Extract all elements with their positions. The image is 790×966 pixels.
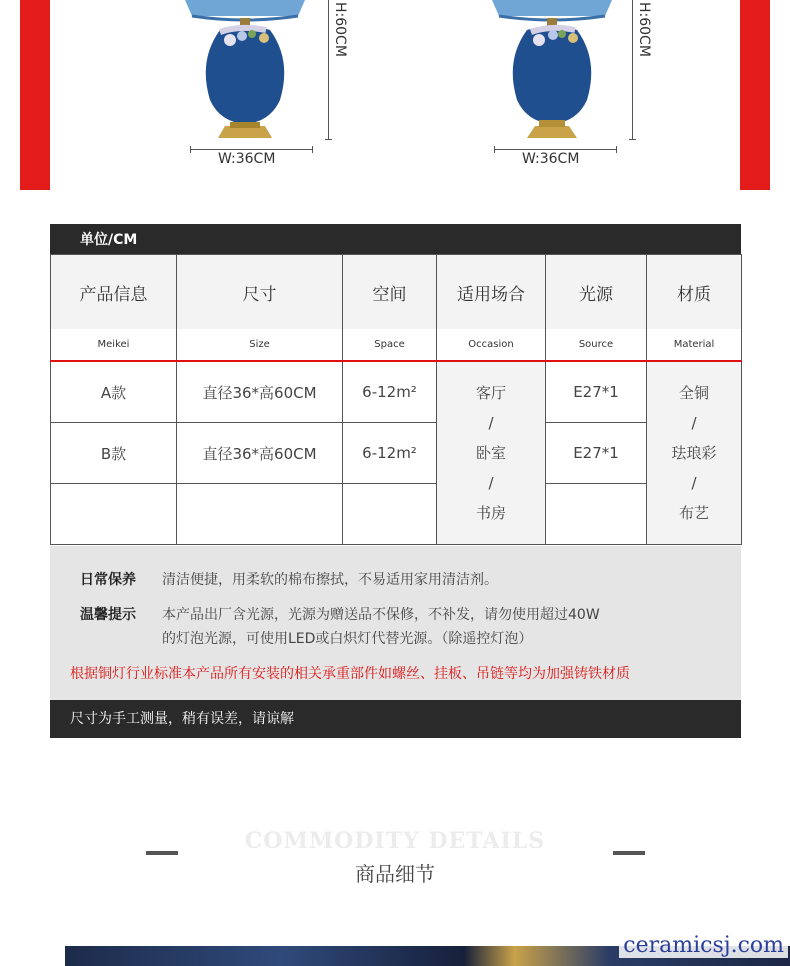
section-title-cn: 商品细节 xyxy=(355,862,435,886)
table-row xyxy=(51,361,742,423)
col-header-cn: 产品信息 xyxy=(51,255,177,330)
space-cell: 6-12m² xyxy=(343,361,437,423)
model-cell: A款 xyxy=(51,361,177,423)
col-header-en: Material xyxy=(647,329,742,361)
left-red-bar xyxy=(20,0,50,190)
lamp-a-width-label: W:36CM xyxy=(218,151,276,167)
spec-footer xyxy=(50,700,741,738)
section-title-en: COMMODITY DETAILS xyxy=(244,828,546,854)
lamp-b-width-line xyxy=(494,149,617,150)
col-header-cn: 空间 xyxy=(343,255,437,330)
model-cell: B款 xyxy=(51,423,177,484)
warning-text: 根据铜灯行业标准本产品所有安装的相关承重部件如螺丝、挂板、吊链等均为加强铸铁材质 xyxy=(70,666,630,682)
care-text: 清洁便捷，用柔软的棉布擦拭，不易适用家用清洁剂。 xyxy=(162,572,498,588)
spec-table xyxy=(50,254,742,545)
col-header-en: Occasion xyxy=(437,329,546,361)
table-row xyxy=(51,484,742,545)
care-key: 日常保养 xyxy=(80,572,136,588)
tip-text-2: 的灯泡光源，可使用LED或白炽灯代替光源。（除遥控灯泡） xyxy=(162,631,533,647)
material-line: 布艺 xyxy=(678,504,709,522)
notes-panel xyxy=(50,546,741,700)
unit-header xyxy=(50,224,741,254)
source-cell xyxy=(546,484,647,545)
material-cell xyxy=(647,361,742,545)
occasion-line: 客厅 xyxy=(475,384,506,402)
source-cell: E27*1 xyxy=(546,361,647,423)
size-cell: 直径36*高60CM xyxy=(177,423,343,484)
watermark: ceramicsj.com xyxy=(619,933,788,958)
col-header-en: Meikei xyxy=(51,329,177,361)
lamp-b-width-label: W:36CM xyxy=(522,151,580,167)
right-red-bar xyxy=(740,0,770,190)
table-header-row xyxy=(51,255,742,330)
col-header-cn: 适用场合 xyxy=(437,255,546,330)
occasion-line: / xyxy=(488,414,494,432)
col-header-cn: 材质 xyxy=(647,255,742,330)
material-line: 珐琅彩 xyxy=(671,444,717,462)
occasion-line: 卧室 xyxy=(475,444,506,462)
lamp-b-image xyxy=(487,0,617,140)
unit-label: 单位/CM xyxy=(80,232,138,248)
col-header-en: Size xyxy=(177,329,343,361)
lamp-a-width-line xyxy=(190,149,313,150)
col-header-cn: 尺寸 xyxy=(177,255,343,330)
space-cell: 6-12m² xyxy=(343,423,437,484)
model-cell xyxy=(51,484,177,545)
space-cell xyxy=(343,484,437,545)
lamp-b-height-label: H:60CM xyxy=(636,2,652,57)
table-row xyxy=(51,423,742,484)
occasion-line: / xyxy=(488,474,494,492)
material-line: / xyxy=(691,414,697,432)
tip-key: 温馨提示 xyxy=(80,607,136,623)
lamp-a-image xyxy=(180,0,310,140)
occasion-line: 书房 xyxy=(475,504,506,522)
source-cell: E27*1 xyxy=(546,423,647,484)
material-line: 全铜 xyxy=(678,384,709,402)
spec-table-section xyxy=(50,224,741,738)
footer-text: 尺寸为手工测量，稍有误差，请谅解 xyxy=(70,711,294,727)
lamp-a-height-label: H:60CM xyxy=(332,2,348,57)
material-line: / xyxy=(691,474,697,492)
col-header-cn: 光源 xyxy=(546,255,647,330)
col-header-en: Source xyxy=(546,329,647,361)
lamp-a-height-line xyxy=(328,0,329,140)
size-cell xyxy=(177,484,343,545)
col-header-en: Space xyxy=(343,329,437,361)
lamp-b-height-line xyxy=(632,0,633,140)
table-subheader-row xyxy=(51,329,742,361)
size-cell: 直径36*高60CM xyxy=(177,361,343,423)
occasion-cell xyxy=(437,361,546,545)
tip-text-1: 本产品出厂含光源，光源为赠送品不保修，不补发，请勿使用超过40W xyxy=(162,607,600,623)
